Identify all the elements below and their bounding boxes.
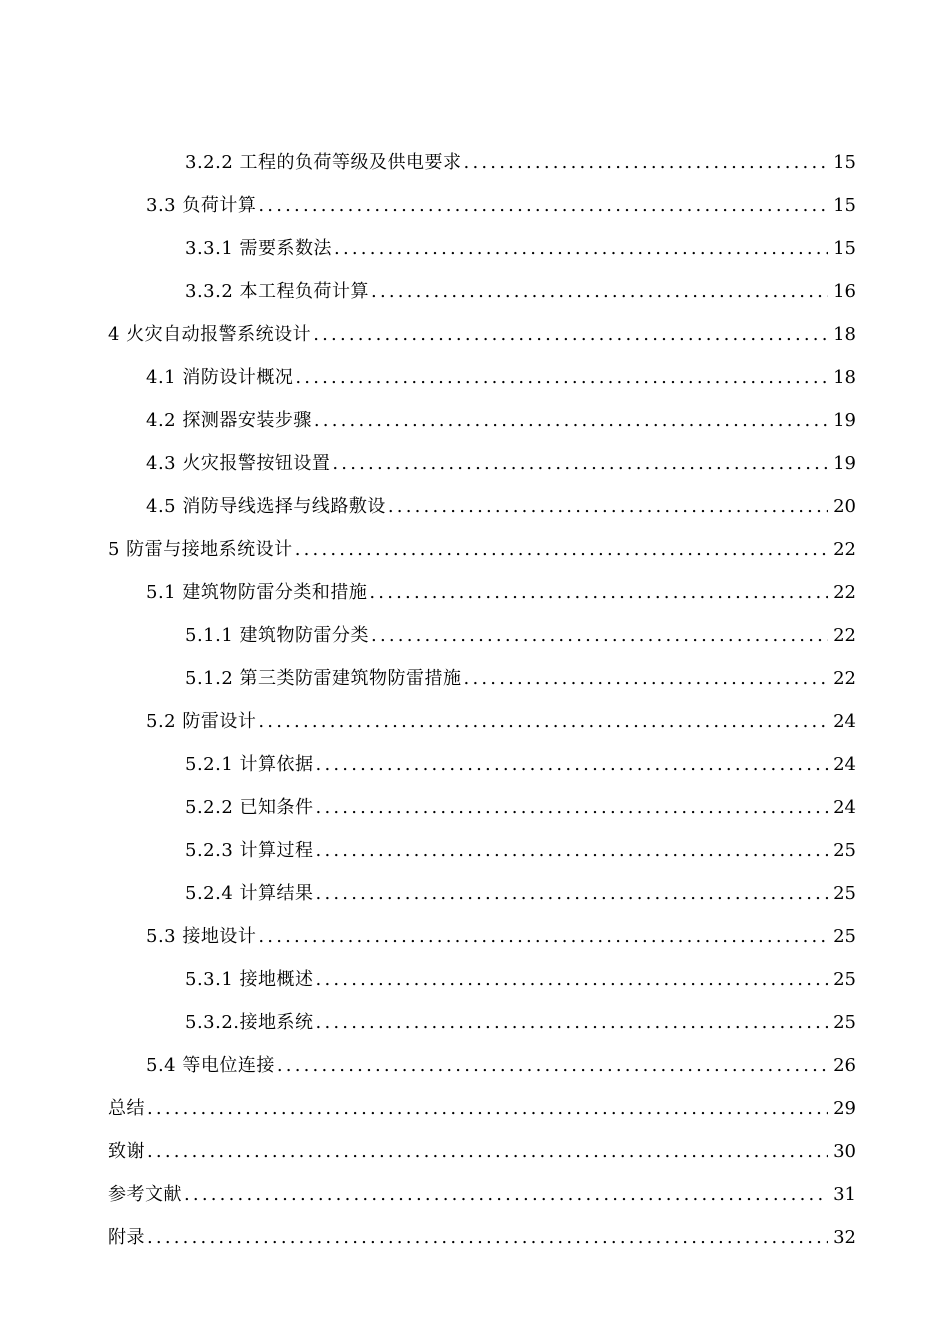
dot-leader (388, 485, 828, 528)
toc-entry-acknowledgements[interactable] (108, 1130, 950, 1173)
toc-entry-title: 5.3.1 接地概述 (185, 969, 314, 990)
toc-entry-page: 15 (833, 195, 856, 216)
toc-entry-5-1-1[interactable] (185, 614, 950, 657)
toc-entry-page: 25 (833, 1012, 856, 1033)
toc-entry-5-2-1[interactable] (185, 743, 950, 786)
toc-entry-title: 5 防雷与接地系统设计 (108, 539, 293, 560)
toc-entry-title: 4.1 消防设计概况 (146, 367, 294, 388)
toc-entry-5-2[interactable] (146, 700, 950, 743)
dot-leader (316, 1001, 828, 1044)
toc-entry-page: 24 (833, 754, 856, 775)
dot-leader (258, 184, 828, 227)
toc-entry-page: 22 (833, 539, 856, 560)
toc-entry-5-4[interactable] (146, 1044, 950, 1087)
toc-entry-page: 26 (833, 1055, 856, 1076)
toc-entry-title: 5.2 防雷设计 (146, 711, 257, 732)
toc-entry-5-3-2[interactable] (185, 1001, 950, 1044)
toc-entry-page: 22 (833, 668, 856, 689)
dot-leader (316, 829, 828, 872)
toc-entry-page: 15 (833, 238, 856, 259)
dot-leader (464, 657, 828, 700)
toc-entry-title: 5.2.2 已知条件 (185, 797, 314, 818)
dot-leader (316, 743, 828, 786)
toc-entry-5-3-1[interactable] (185, 958, 950, 1001)
toc-entry-title: 5.2.4 计算结果 (185, 883, 314, 904)
dot-leader (371, 614, 828, 657)
toc-entry-3-3-2[interactable] (185, 270, 950, 313)
toc-entry-title: 总结 (108, 1098, 145, 1119)
toc-entry-title: 3.2.2 工程的负荷等级及供电要求 (185, 152, 462, 173)
toc-entry-4-3[interactable] (146, 442, 950, 485)
toc-entry-3-2-2[interactable] (185, 141, 950, 184)
toc-entry-page: 20 (833, 496, 856, 517)
toc-entry-title: 5.2.3 计算过程 (185, 840, 314, 861)
toc-entry-page: 18 (833, 324, 856, 345)
dot-leader (313, 313, 828, 356)
toc-entry-page: 31 (833, 1184, 856, 1205)
toc-entry-page: 29 (833, 1098, 856, 1119)
toc-entry-title: 5.3.2.接地系统 (185, 1012, 314, 1033)
toc-entry-title: 5.1 建筑物防雷分类和措施 (146, 582, 368, 603)
dot-leader (258, 915, 828, 958)
toc-entry-page: 25 (833, 969, 856, 990)
dot-leader (464, 141, 828, 184)
dot-leader (369, 571, 828, 614)
toc-entry-page: 24 (833, 797, 856, 818)
toc-entry-page: 22 (833, 625, 856, 646)
dot-leader (314, 399, 828, 442)
toc-entry-title: 3.3 负荷计算 (146, 195, 257, 216)
dot-leader (371, 270, 828, 313)
toc-entry-4-2[interactable] (146, 399, 950, 442)
toc-entry-page: 19 (833, 453, 856, 474)
dot-leader (316, 958, 828, 1001)
toc-entry-title: 4.3 火灾报警按钮设置 (146, 453, 331, 474)
dot-leader (316, 786, 828, 829)
dot-leader (332, 442, 828, 485)
dot-leader (334, 227, 828, 270)
toc-entry-page: 25 (833, 883, 856, 904)
dot-leader (295, 528, 828, 571)
table-of-contents (0, 141, 950, 1259)
toc-entry-page: 25 (833, 926, 856, 947)
toc-entry-references[interactable] (108, 1173, 950, 1216)
dot-leader (147, 1087, 828, 1130)
toc-entry-page: 18 (833, 367, 856, 388)
toc-entry-5-2-3[interactable] (185, 829, 950, 872)
toc-entry-title: 4.2 探测器安装步骤 (146, 410, 312, 431)
toc-entry-3-3[interactable] (146, 184, 950, 227)
toc-entry-5-1[interactable] (146, 571, 950, 614)
toc-entry-page: 15 (833, 152, 856, 173)
toc-entry-title: 5.4 等电位连接 (146, 1055, 275, 1076)
dot-leader (277, 1044, 828, 1087)
toc-entry-title: 4 火灾自动报警系统设计 (108, 324, 312, 345)
dot-leader (316, 872, 828, 915)
dot-leader (295, 356, 828, 399)
toc-entry-title: 5.2.1 计算依据 (185, 754, 314, 775)
toc-entry-5-2-2[interactable] (185, 786, 950, 829)
toc-entry-5-1-2[interactable] (185, 657, 950, 700)
toc-entry-title: 3.3.2 本工程负荷计算 (185, 281, 370, 302)
toc-entry-summary[interactable] (108, 1087, 950, 1130)
dot-leader (147, 1216, 828, 1259)
toc-entry-title: 4.5 消防导线选择与线路敷设 (146, 496, 386, 517)
toc-entry-title: 3.3.1 需要系数法 (185, 238, 333, 259)
toc-entry-page: 32 (833, 1227, 856, 1248)
toc-entry-page: 30 (833, 1141, 856, 1162)
dot-leader (147, 1130, 828, 1173)
dot-leader (258, 700, 828, 743)
toc-entry-5-3[interactable] (146, 915, 950, 958)
toc-entry-title: 5.3 接地设计 (146, 926, 257, 947)
toc-entry-4-1[interactable] (146, 356, 950, 399)
toc-entry-page: 16 (833, 281, 856, 302)
toc-entry-4-5[interactable] (146, 485, 950, 528)
dot-leader (184, 1173, 828, 1216)
toc-entry-4[interactable] (108, 313, 950, 356)
toc-entry-page: 22 (833, 582, 856, 603)
toc-entry-title: 参考文献 (108, 1184, 182, 1205)
toc-entry-title: 5.1.2 第三类防雷建筑物防雷措施 (185, 668, 462, 689)
toc-entry-3-3-1[interactable] (185, 227, 950, 270)
toc-entry-5[interactable] (108, 528, 950, 571)
toc-entry-title: 致谢 (108, 1141, 145, 1162)
toc-entry-page: 19 (833, 410, 856, 431)
toc-entry-appendix[interactable] (108, 1216, 950, 1259)
toc-entry-title: 5.1.1 建筑物防雷分类 (185, 625, 370, 646)
toc-entry-title: 附录 (108, 1227, 145, 1248)
toc-entry-page: 24 (833, 711, 856, 732)
toc-entry-page: 25 (833, 840, 856, 861)
toc-entry-5-2-4[interactable] (185, 872, 950, 915)
